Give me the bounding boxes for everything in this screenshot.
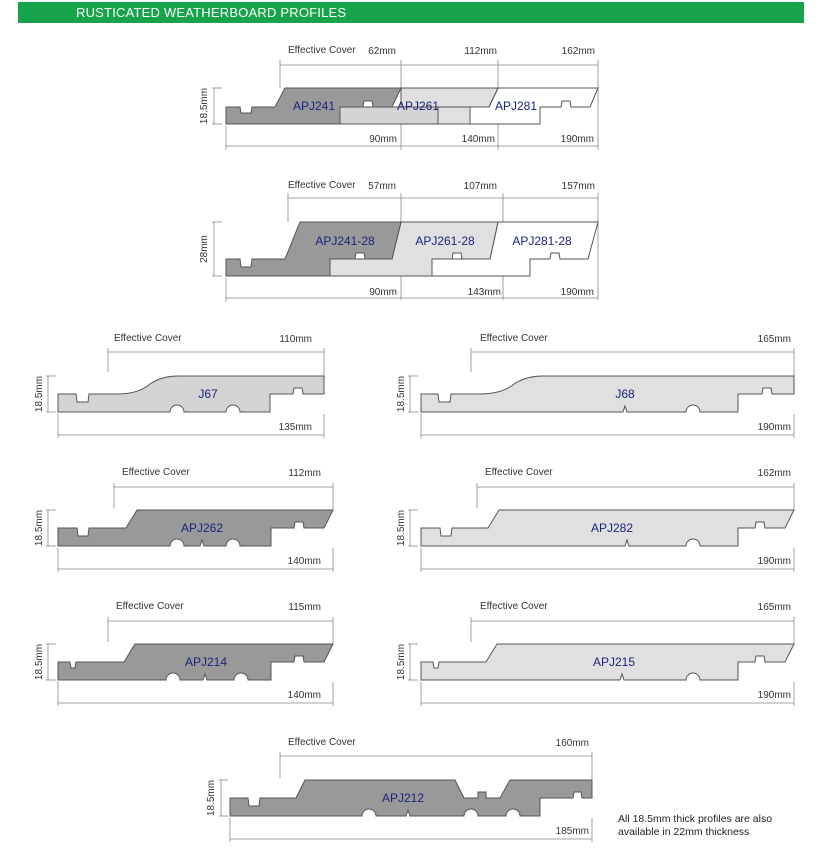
profile-name-apj281: APJ281 — [494, 99, 538, 113]
thickness-label: 18.5mm — [206, 779, 217, 817]
cover-dimension: 57mm — [368, 181, 396, 192]
profile-block-apj214 — [34, 601, 333, 706]
effective-cover-label: Effective Cover — [288, 45, 356, 56]
cover-dimension: 112mm — [288, 468, 321, 479]
profile-name-j67: J67 — [198, 387, 218, 401]
cover-dimension: 165mm — [757, 602, 791, 613]
effective-cover-label: Effective Cover — [116, 601, 184, 612]
profile-block-apj215 — [396, 601, 794, 706]
cover-dimension: 110mm — [279, 334, 312, 345]
cover-dimension: 115mm — [288, 602, 321, 613]
profile-name-apj241: APJ241 — [292, 99, 336, 113]
effective-cover-label: Effective Cover — [122, 467, 190, 478]
width-dimension: 90mm — [369, 134, 397, 145]
profile-j67-shape — [58, 376, 324, 412]
effective-cover-label: Effective Cover — [480, 333, 548, 344]
cover-dimension: 160mm — [555, 738, 589, 749]
width-dimension: 185mm — [555, 826, 589, 837]
width-dimension: 140mm — [287, 690, 321, 701]
profile-block-apj282 — [396, 467, 794, 572]
profile-name-apj215: APJ215 — [592, 655, 636, 669]
profile-name-apj214: APJ214 — [184, 655, 228, 669]
profile-block-j67 — [34, 333, 324, 438]
profile-name-apj241-28: APJ241-28 — [315, 234, 375, 248]
profile-name-apj212: APJ212 — [381, 791, 425, 805]
width-dimension: 143mm — [467, 287, 501, 298]
effective-cover-label: Effective Cover — [288, 737, 356, 748]
width-dimension: 190mm — [560, 287, 594, 298]
profile-block-j68 — [396, 333, 794, 438]
effective-cover-label: Effective Cover — [288, 180, 356, 191]
effective-cover-label: Effective Cover — [485, 467, 553, 478]
group-28mm-apj2x1-28 — [199, 180, 598, 302]
effective-cover-label: Effective Cover — [114, 333, 182, 344]
profile-block-apj212 — [206, 737, 592, 842]
thickness-label: 28mm — [199, 235, 210, 263]
group-18-5mm-apj2x1 — [199, 45, 598, 150]
cover-dimension: 165mm — [757, 334, 791, 345]
thickness-label: 18.5mm — [34, 509, 45, 547]
thickness-label: 18.5mm — [396, 509, 407, 547]
cover-dimension: 157mm — [561, 181, 595, 192]
profile-name-apj282: APJ282 — [590, 521, 634, 535]
profile-j68-shape — [421, 376, 794, 412]
cover-dimension: 162mm — [757, 468, 791, 479]
cover-dimension: 112mm — [464, 46, 497, 57]
cover-dimension: 107mm — [463, 181, 497, 192]
width-dimension: 140mm — [287, 556, 321, 567]
cover-dimension: 162mm — [561, 46, 595, 57]
thickness-label: 18.5mm — [396, 375, 407, 413]
width-dimension: 190mm — [757, 422, 791, 433]
cover-dimension: 62mm — [368, 46, 396, 57]
width-dimension: 140mm — [461, 134, 495, 145]
profile-name-apj262: APJ262 — [180, 521, 224, 535]
thickness-label: 18.5mm — [396, 643, 407, 681]
page-title: RUSTICATED WEATHERBOARD PROFILES — [76, 5, 347, 20]
thickness-label: 18.5mm — [34, 375, 45, 413]
width-dimension: 190mm — [757, 556, 791, 567]
width-dimension: 190mm — [757, 690, 791, 701]
profile-name-apj261: APJ261 — [396, 99, 440, 113]
profile-block-apj262 — [34, 467, 333, 572]
thickness-label: 18.5mm — [34, 643, 45, 681]
thickness-note: All 18.5mm thick profiles are also available in 22mm thickness — [618, 813, 773, 838]
effective-cover-label: Effective Cover — [480, 601, 548, 612]
width-dimension: 135mm — [278, 422, 312, 433]
width-dimension: 90mm — [369, 287, 397, 298]
thickness-label: 18.5mm — [199, 87, 210, 125]
profile-name-j68: J68 — [615, 387, 635, 401]
profile-name-apj261-28: APJ261-28 — [415, 234, 475, 248]
width-dimension: 190mm — [560, 134, 594, 145]
profile-name-apj281-28: APJ281-28 — [512, 234, 572, 248]
